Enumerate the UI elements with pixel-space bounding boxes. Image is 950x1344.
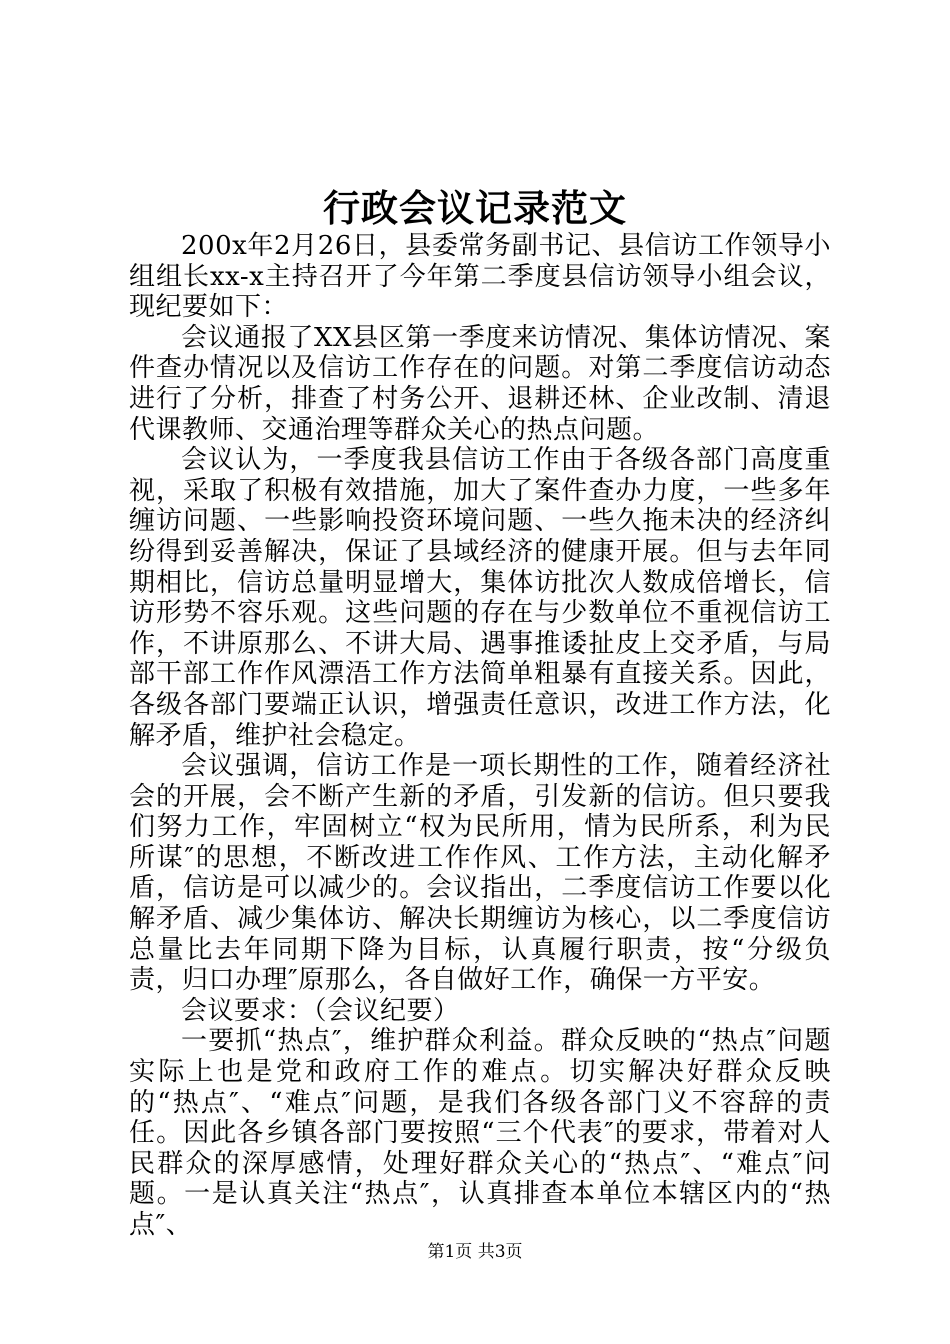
page-number-footer: 第1页 共3页	[427, 1242, 523, 1262]
paragraph-briefing: 会议通报了XX县区第一季度来访情况、集体访情况、案件查办情况以及信访工作存在的问题。对第二季度信访动态进行了分析，排查了村务公开、退耕还林、企业改制、清退代课教师、交通治理等群众关心的热点问题。	[129, 322, 831, 445]
document-title: 行政会议记录范文	[323, 186, 627, 230]
paragraph-requirements-heading: 会议要求：（会议纪要）	[181, 995, 460, 1026]
paragraph-emphasis: 会议强调，信访工作是一项长期性的工作，随着经济社会的开展，会不断产生新的矛盾，引发新的信访。但只要我们努力工作，牢固树立“权为民所用，情为民所系，利为民所谋″的思想，不断改进工作作风、工作方法，主动化解矛盾，信访是可以减少的。会议指出，二季度信访工作要以化解矛盾、减少集体访、解决长期缠访为核心，以二季度信访总量比去年同期下降为目标，认真履行职责，按“分级负责，归口办理″原那么，各自做好工作，确保一方平安。	[129, 751, 831, 996]
document-body	[129, 231, 831, 1241]
paragraph-hotspots: 一要抓“热点″，维护群众利益。群众反映的“热点″问题实际上也是党和政府工作的难点。切实解决好群众反映的“热点″、“难点″问题，是我们各级各部门义不容辞的责任。因此各乡镇各部门要按照“三个代表″的要求，带着对人民群众的深厚感情，处理好群众关心的“热点″、“难点″问题。一是认真关注“热点″，认真排查本单位本辖区内的“热点″、	[129, 1026, 831, 1240]
paragraph-assessment: 会议认为，一季度我县信访工作由于各级各部门高度重视，采取了积极有效措施，加大了案件查办力度，一些多年缠访问题、一些影响投资环境问题、一些久拖未决的经济纠纷得到妥善解决，保证了县域经济的健康开展。但与去年同期相比，信访总量明显增大，集体访批次人数成倍增长，信访形势不容乐观。这些问题的存在与少数单位不重视信访工作，不讲原那么、不讲大局、遇事推诿扯皮上交矛盾，与局部干部工作作风漂浯工作方法简单粗暴有直接关系。因此，各级各部门要端正认识，增强责任意识，改进工作方法，化解矛盾，维护社会稳定。	[129, 445, 831, 751]
paragraph-intro: 200x年2月26日，县委常务副书记、县信访工作领导小组组长xx-x主持召开了今年第二季度县信访领导小组会议，现纪要如下：	[129, 231, 831, 323]
